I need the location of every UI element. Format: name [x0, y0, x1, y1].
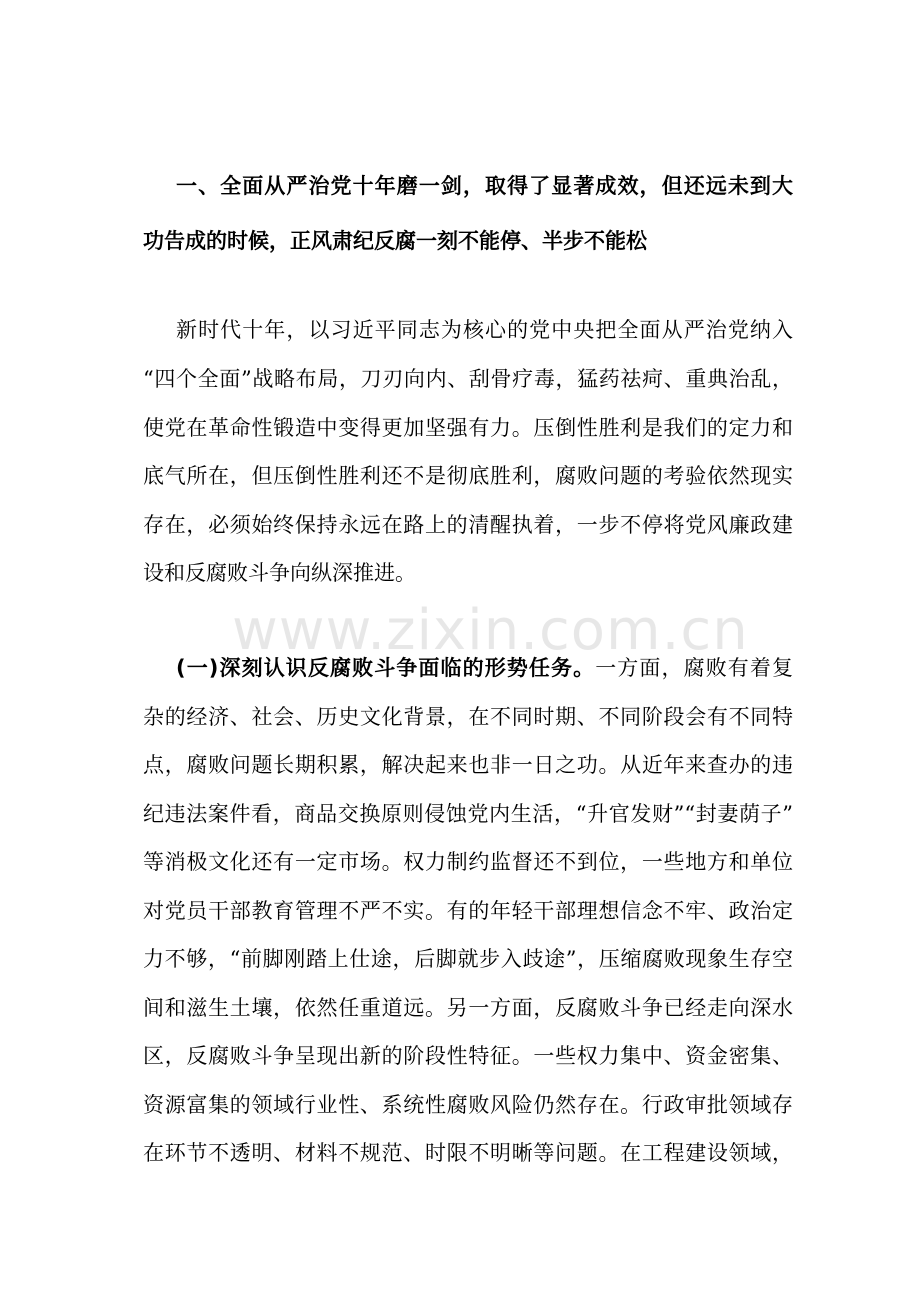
paragraph2-line-10: 资源富集的领域行业性、系统性腐败风险仍然存在。行政审批领域存	[143, 1093, 793, 1117]
paragraph2-line-3: 点，腐败问题长期积累，解决起来也非一日之功。从近年来查办的违	[143, 753, 793, 777]
watermark: www.zixin.com.cn	[232, 598, 749, 663]
paragraph2-line-1-rest: 一方面，腐败有着复	[595, 656, 794, 680]
paragraph1-line-6: 设和反腐败斗争向纵深推进。	[143, 561, 416, 585]
paragraph1-line-5: 存在，必须始终保持永远在路上的清醒执着，一步不停将党风廉政建	[143, 513, 793, 537]
paragraph2-line-6: 对党员干部教育管理不严不实。有的年轻干部理想信念不牢、政治定	[143, 899, 793, 923]
heading-line-1: 一、全面从严治党十年磨一剑，取得了显著成效，但还远未到大	[176, 174, 793, 198]
heading-line-2: 功告成的时候，正风肃纪反腐一刻不能停、半步不能松	[143, 229, 647, 253]
paragraph1-line-2: “四个全面”战略布局，刀刃向内、刮骨疗毒，猛药祛疴、重典治乱，	[143, 367, 793, 391]
paragraph2-line-11: 在环节不透明、材料不规范、时限不明晰等问题。在工程建设领域，	[143, 1141, 793, 1165]
paragraph2-line-2: 杂的经济、社会、历史文化背景，在不同时期、不同阶段会有不同特	[143, 705, 793, 729]
paragraph2-line-5: 等消极文化还有一定市场。权力制约监督还不到位，一些地方和单位	[143, 850, 793, 874]
paragraph2-line-8: 间和滋生土壤，依然任重道远。另一方面，反腐败斗争已经走向深水	[143, 996, 793, 1020]
paragraph2-line-7: 力不够，“前脚刚踏上仕途，后脚就步入歧途”，压缩腐败现象生存空	[143, 947, 793, 971]
paragraph1-line-4: 底气所在，但压倒性胜利还不是彻底胜利，腐败问题的考验依然现实	[143, 464, 793, 488]
paragraph2-line-9: 区，反腐败斗争呈现出新的阶段性特征。一些权力集中、资金密集、	[143, 1044, 793, 1068]
paragraph2-line-4: 纪违法案件看，商品交换原则侵蚀党内生活，“升官发财”“封妻荫子”	[143, 802, 793, 826]
paragraph1-line-3: 使党在革命性锻造中变得更加坚强有力。压倒性胜利是我们的定力和	[143, 416, 793, 440]
paragraph2-line-1	[176, 654, 793, 682]
paragraph1-line-1: 新时代十年，以习近平同志为核心的党中央把全面从严治党纳入	[176, 318, 793, 342]
section-subheading: (一)深刻认识反腐败斗争面临的形势任务。	[176, 656, 596, 680]
